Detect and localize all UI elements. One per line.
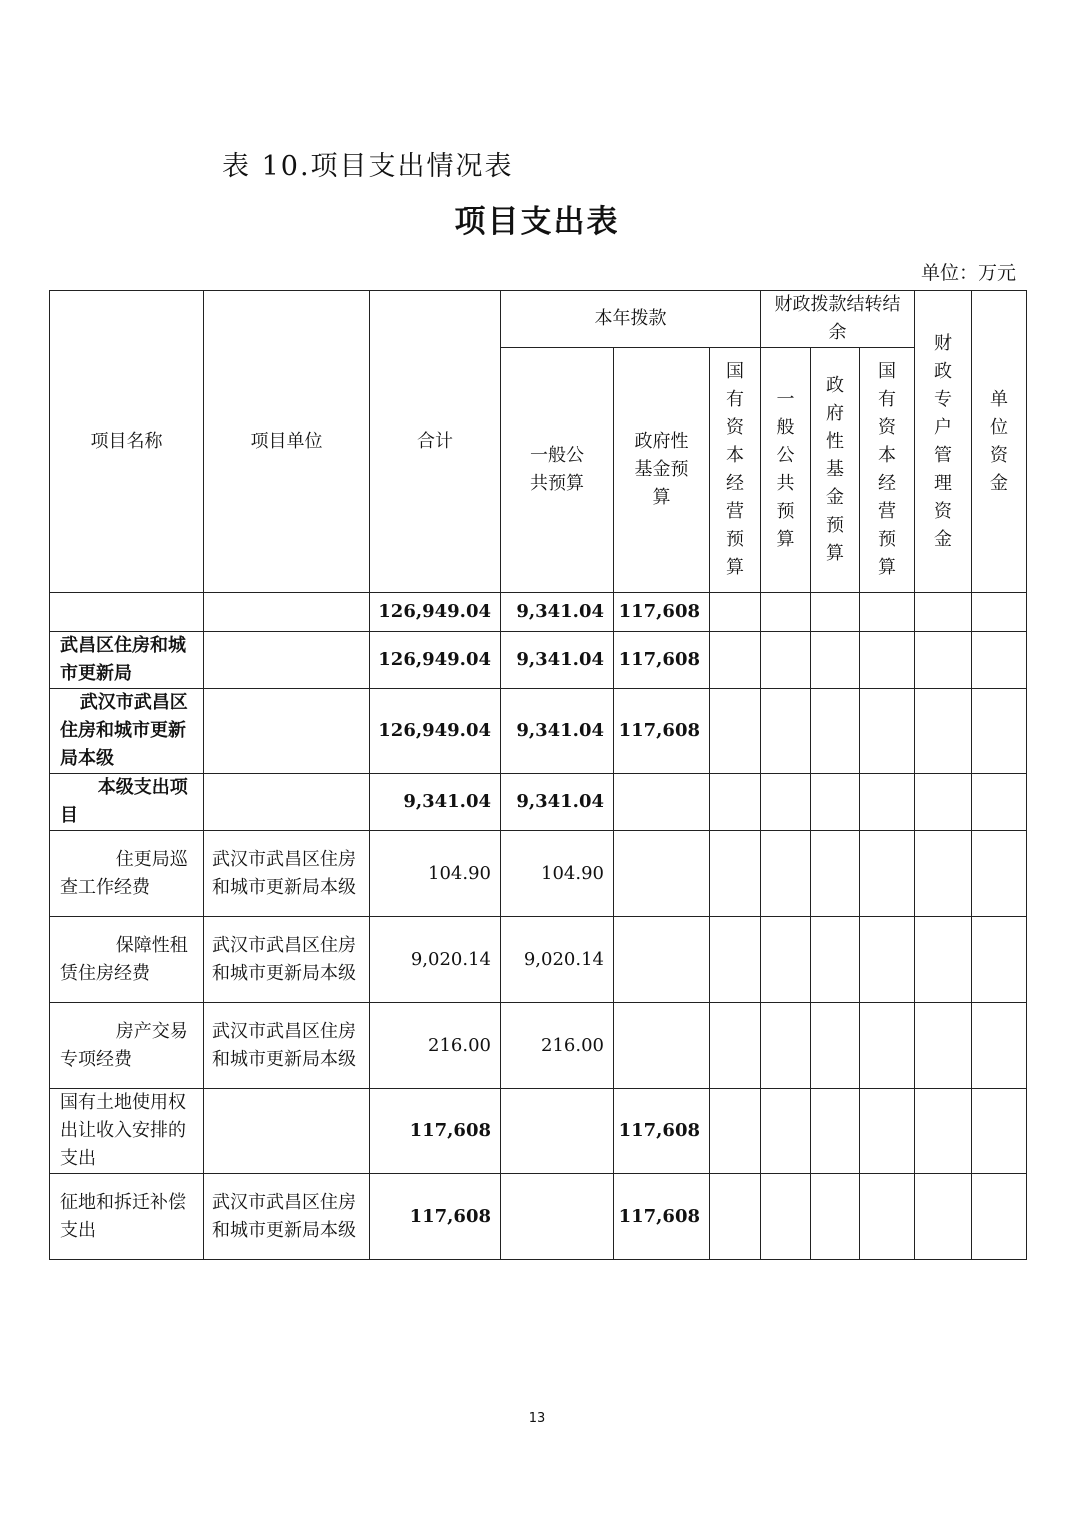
row-unit: 武汉市武昌区住房和城市更新局本级 [204, 1174, 370, 1260]
table-row [50, 632, 1027, 689]
row-general: 9,341.04 [501, 689, 614, 774]
row-gov-fund [614, 1003, 710, 1089]
row-name: 住更局巡查工作经费 [50, 831, 204, 917]
header-carryover: 财政拨款结转结余 [761, 291, 915, 348]
row-name: 房产交易专项经费 [50, 1003, 204, 1089]
row-total: 216.00 [370, 1003, 501, 1089]
project-expenditure-table [49, 290, 1027, 1260]
header-gov-fund: 政府性基金预算 [614, 348, 710, 593]
row-general: 104.90 [501, 831, 614, 917]
row-unit [204, 1089, 370, 1174]
row-unit: 武汉市武昌区住房和城市更新局本级 [204, 1003, 370, 1089]
row-general: 216.00 [501, 1003, 614, 1089]
header-unit-funds: 单位资金 [972, 291, 1027, 593]
row-name: 征地和拆迁补偿支出 [50, 1174, 204, 1260]
header-carry-state-capital: 国有资本经营预算 [860, 348, 915, 593]
table-row [50, 831, 1027, 917]
table-row [50, 689, 1027, 774]
row-total: 126,949.04 [370, 632, 501, 689]
unit-label: 单位：万元 [920, 262, 1016, 284]
row-gov-fund [614, 774, 710, 831]
row-unit [204, 632, 370, 689]
row-gov-fund: 117,608 [614, 1089, 710, 1174]
row-name: 武汉市武昌区住房和城市更新局本级 [50, 689, 204, 774]
row-name: 国有土地使用权出让收入安排的支出 [50, 1089, 204, 1174]
row-general [501, 1089, 614, 1174]
header-general-budget: 一般公共预算 [501, 348, 614, 593]
row-gov-fund [614, 917, 710, 1003]
row-unit [204, 593, 370, 632]
header-project-unit: 项目单位 [204, 291, 370, 593]
table-row [50, 593, 1027, 632]
row-unit: 武汉市武昌区住房和城市更新局本级 [204, 831, 370, 917]
header-state-capital: 国有资本经营预算 [710, 348, 761, 593]
table-row [50, 1089, 1027, 1174]
page-number: 13 [528, 1411, 546, 1426]
row-general: 9,020.14 [501, 917, 614, 1003]
page-title: 项目支出表 [454, 204, 620, 240]
row-general: 9,341.04 [501, 593, 614, 632]
table-row [50, 917, 1027, 1003]
row-name: 武昌区住房和城市更新局 [50, 632, 204, 689]
row-unit [204, 774, 370, 831]
row-general [501, 1174, 614, 1260]
row-unit: 武汉市武昌区住房和城市更新局本级 [204, 917, 370, 1003]
row-total: 126,949.04 [370, 689, 501, 774]
header-project-name: 项目名称 [50, 291, 204, 593]
row-gov-fund: 117,608 [614, 593, 710, 632]
row-name: 本级支出项目 [50, 774, 204, 831]
row-general: 9,341.04 [501, 774, 614, 831]
header-current-year: 本年拨款 [501, 291, 761, 348]
row-total: 117,608 [370, 1174, 501, 1260]
row-gov-fund [614, 831, 710, 917]
row-gov-fund: 117,608 [614, 689, 710, 774]
row-name [50, 593, 204, 632]
row-name: 保障性租赁住房经费 [50, 917, 204, 1003]
row-total: 117,608 [370, 1089, 501, 1174]
table-row [50, 1003, 1027, 1089]
table-row [50, 774, 1027, 831]
row-general: 9,341.04 [501, 632, 614, 689]
row-total: 9,020.14 [370, 917, 501, 1003]
row-unit [204, 689, 370, 774]
row-gov-fund: 117,608 [614, 632, 710, 689]
header-special-account: 财政专户管理资金 [915, 291, 972, 593]
header-carry-general: 一般公共预算 [761, 348, 811, 593]
row-total: 126,949.04 [370, 593, 501, 632]
table-row [50, 1174, 1027, 1260]
row-gov-fund: 117,608 [614, 1174, 710, 1260]
row-total: 9,341.04 [370, 774, 501, 831]
header-total: 合计 [370, 291, 501, 593]
table-caption: 表 10.项目支出情况表 [222, 151, 514, 182]
header-carry-gov-fund: 政府性基金预算 [811, 348, 860, 593]
row-total: 104.90 [370, 831, 501, 917]
